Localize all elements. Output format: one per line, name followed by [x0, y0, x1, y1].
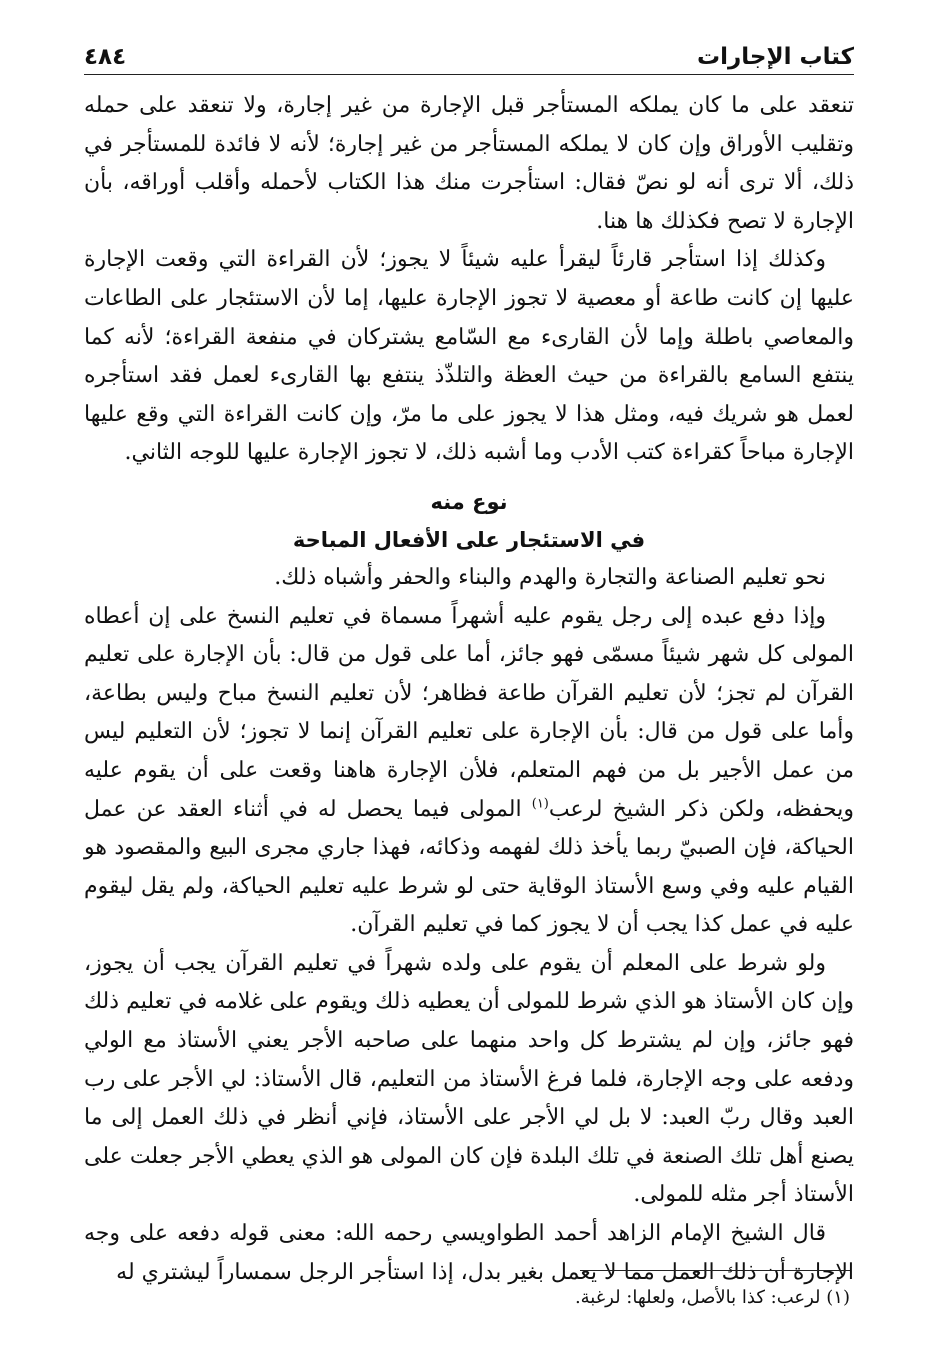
footnote-number: (١) — [826, 1287, 850, 1308]
paragraph-text: المولى فيما يحصل له في أثناء العقد عن عمل الحياكة، فإن الصبيّ ربما يأخذ ذلك لفهمه وذكائه، فهذا جاري مجرى البيع والمقصود هو القيام عليه وفي وسع الأستاذ الوقاية حتى لو شرط عليه تعليم الحياكة، ولم يقل ليقوم عليه في عمل كذا يجب أن لا يجوز كما في تعليم القرآن. — [84, 796, 854, 938]
paragraph: قال الشيخ الإمام الزاهد أحمد الطواويسي رحمه الله: معنى قوله دفعه على وجه الإجارة أن ذلك العمل مما لا يعمل بغير بدل، إذا استأجر الرجل سمساراً ليشتري له — [84, 1221, 854, 1285]
paragraph: وكذلك إذا استأجر قارئاً ليقرأ عليه شيئاً لا يجوز؛ لأن القراءة التي وقعت الإجارة عليها إن كانت طاعة أو معصية لا تجوز الإجارة عليها، إما لأن الاستئجار على الطاعات والمعاصي باطلة وإما لأن القارىء مع السّامع يشتركان في منفعة القراءة؛ لأنه كما ينتفع السامع بالقراءة من حيث العظة والتلذّذ ينتفع بها القارىء لعمل فقد استأجره لعمل هو شريك فيه، ومثل هذا لا يجوز على ما مرّ، وإن كانت القراءة التي وقع عليها الإجارة مباحاً كقراءة كتب الأدب وما أشبه ذلك، لا تجوز الإجارة عليها للوجه الثاني. — [84, 247, 854, 466]
footnote-text: لرعب: كذا بالأصل، ولعلها: لرغبة. — [574, 1287, 821, 1308]
page-header — [84, 30, 854, 75]
paragraph: ولو شرط على المعلم أن يقوم على ولده شهراً في تعليم القرآن يجب أن يجوز، وإن كان الأستاذ هو الذي شرط للمولى أن يعطيه ذلك ويقوم على غلامه في تعليم ذلك فهو جائز، وإن لم يشترط كل واحد منهما على صاحبه الأجر يعني الأستاذ مع الولي ودفعه على وجه الإجارة، فلما فرغ الأستاذ من التعليم، قال الأستاذ: لي الأجر على رب العبد وقال ربّ العبد: لا بل لي الأجر على الأستاذ، فإني أنظر في ذلك العمل إلى ما يصنع أهل تلك الصنعة في تلك البلدة فإن كان المولى هو الذي يعطي الأجر جعلت على الأستاذ أجر مثله للمولى. — [84, 950, 854, 1208]
paragraph: تنعقد على ما كان يملكه المستأجر قبل الإجارة من غير إجارة، ولا تنعقد على حمله وتقليب الأوراق وإن كان لا يملكه المستأجر من غير إجارة؛ لأنه لا فائدة للمستأجر في ذلك، ألا ترى أنه لو نصّ فقال: استأجرت منك هذا الكتاب لأحمله وأقلب أوراقه، بأن الإجارة لا تصح فكذلك ها هنا. — [84, 93, 854, 234]
page-body — [84, 87, 854, 1292]
section-subheading: في الاستئجار على الأفعال المباحة — [292, 527, 646, 552]
paragraph — [84, 598, 854, 945]
section-heading: نوع منه — [430, 489, 508, 514]
footnote-divider — [580, 1270, 850, 1271]
running-title: كتاب الإجارات — [697, 44, 854, 70]
page-number: ٤٨٤ — [84, 44, 127, 70]
paragraph: نحو تعليم الصناعة والتجارة والهدم والبناء والحفر وأشباه ذلك. — [274, 564, 826, 590]
footnote-ref[interactable]: (١) — [531, 796, 549, 812]
paragraph-text: وإذا دفع عبده إلى رجل يقوم عليه أشهراً مسماة في تعليم النسخ على إن أعطاه المولى كل شهر شيئاً مسمّى فهو جائز، أما على قول من قال: بأن الإجارة على تعليم القرآن لم تجز؛ لأن تعليم القرآن طاعة فظاهر؛ لأن تعليم النسخ مباح وليس بطاعة، وأما على قول من قال: بأن الإجارة على تعليم القرآن إنما لا تجوز؛ لأن التعليم ليس من عمل الأجير بل من فهم المتعلم، فلأن الإجارة هاهنا وقعت على أن يقوم عليه ويحفظه، ولكن ذكر الشيخ لرعب — [84, 603, 854, 822]
footnote — [575, 1284, 850, 1312]
